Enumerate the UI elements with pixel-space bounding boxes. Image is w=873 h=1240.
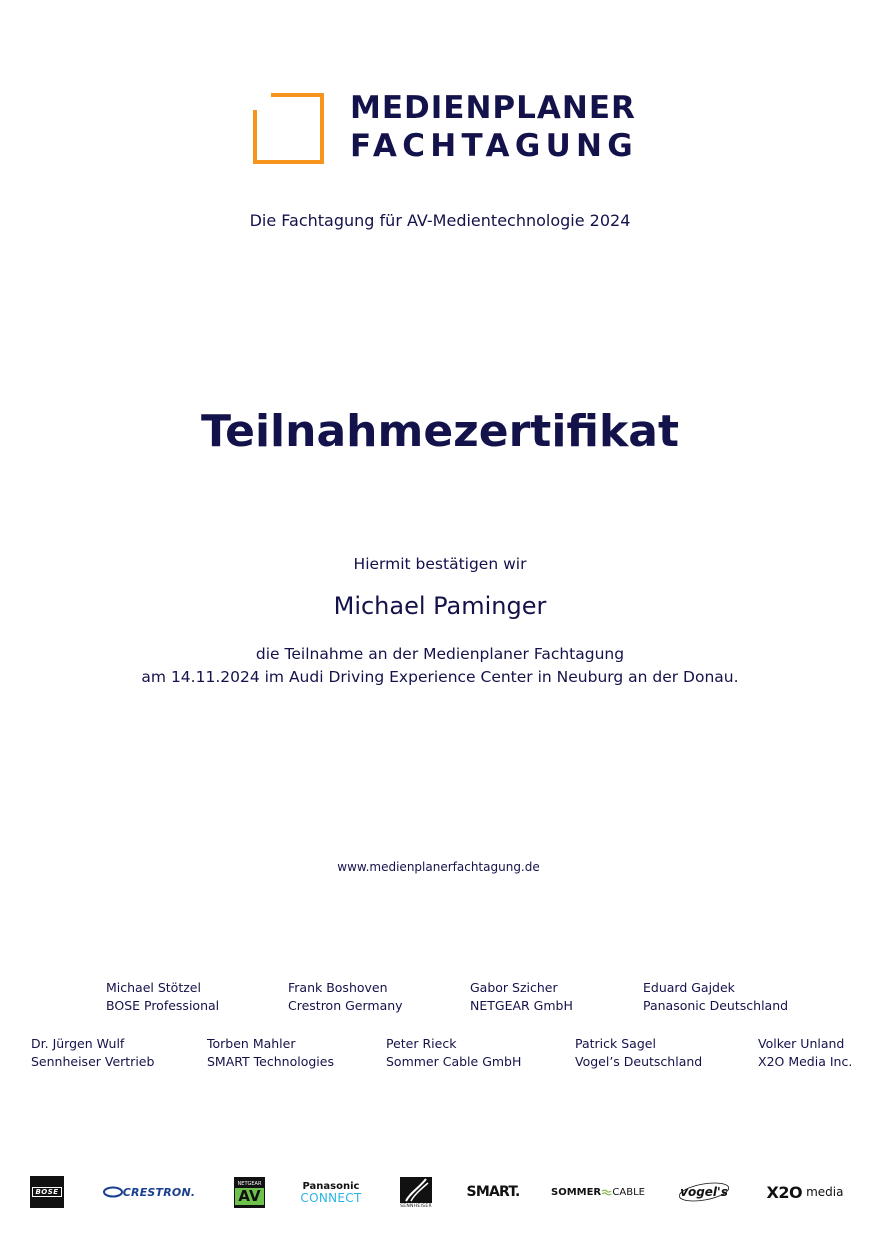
signatory-company: Sennheiser Vertrieb xyxy=(31,1054,155,1069)
signatory-name: Michael Stötzel xyxy=(106,980,201,995)
signatory-name: Patrick Sagel xyxy=(575,1036,656,1051)
event-subtitle: Die Fachtagung für AV-Medientechnologie 2024 xyxy=(249,211,631,230)
signatory xyxy=(106,979,219,1015)
signatory-name: Peter Rieck xyxy=(386,1036,457,1051)
participation-line-1: die Teilnahme an der Medienplaner Fachtagung xyxy=(255,645,625,663)
crestron-swirl-icon xyxy=(103,1186,123,1198)
signatory-company: X2O Media Inc. xyxy=(758,1054,853,1069)
signatory-company: Crestron Germany xyxy=(288,998,403,1013)
x2o-media-logo: X2O media xyxy=(766,1182,844,1202)
bose-logo: BOSE xyxy=(30,1176,64,1208)
signatory-company: Sommer Cable GmbH xyxy=(386,1054,522,1069)
sennheiser-mark-icon xyxy=(400,1177,432,1203)
logo-text-line1: MEDIENPLANER xyxy=(350,90,636,126)
signatory xyxy=(470,979,573,1015)
confirmation-text: Hiermit bestätigen wir xyxy=(353,555,527,573)
panasonic-connect-logo: Panasonic CONNECT xyxy=(300,1181,362,1205)
signatory-company: SMART Technologies xyxy=(207,1054,334,1069)
signatory-company: NETGEAR GmbH xyxy=(470,998,573,1013)
sommer-cable-logo: SOMMER CABLE xyxy=(551,1186,645,1198)
signatory xyxy=(758,1035,852,1071)
website-link[interactable]: www.medienplanerfachtagung.de xyxy=(337,860,540,874)
logo-text-line2: FACHTAGUNG xyxy=(350,128,639,164)
signatory-company: Panasonic Deutschland xyxy=(643,998,789,1013)
certificate-title: Teilnahmezertifikat xyxy=(200,406,680,457)
signatory xyxy=(31,1035,154,1071)
signatory-company: BOSE Professional xyxy=(106,998,220,1013)
signatory-name: Eduard Gajdek xyxy=(643,980,735,995)
signatory-company: Vogel’s Deutschland xyxy=(575,1054,703,1069)
participation-line-2: am 14.11.2024 im Audi Driving Experience Center in Neuburg an der Donau. xyxy=(141,668,739,686)
signatory-name: Torben Mahler xyxy=(207,1036,296,1051)
logo-square-icon xyxy=(253,93,324,164)
smart-logo: SMART. xyxy=(466,1184,520,1200)
sennheiser-logo: SENNHEISER xyxy=(396,1175,436,1211)
signatory xyxy=(386,1035,521,1071)
signatory-name: Volker Unland xyxy=(758,1036,845,1051)
signatory xyxy=(288,979,403,1015)
crestron-logo: CRESTRON. xyxy=(98,1183,200,1201)
signatory xyxy=(643,979,788,1015)
vogels-logo: vogel's xyxy=(677,1180,731,1204)
participant-name: Michael Paminger xyxy=(333,592,547,620)
signatory-name: Frank Boshoven xyxy=(288,980,388,995)
signatory xyxy=(207,1035,334,1071)
cable-wave-icon xyxy=(601,1188,612,1197)
signatory-name: Dr. Jürgen Wulf xyxy=(31,1036,125,1051)
signatory-name: Gabor Szicher xyxy=(470,980,558,995)
netgear-av-logo: NETGEAR AV xyxy=(234,1177,265,1208)
signatory xyxy=(575,1035,702,1071)
